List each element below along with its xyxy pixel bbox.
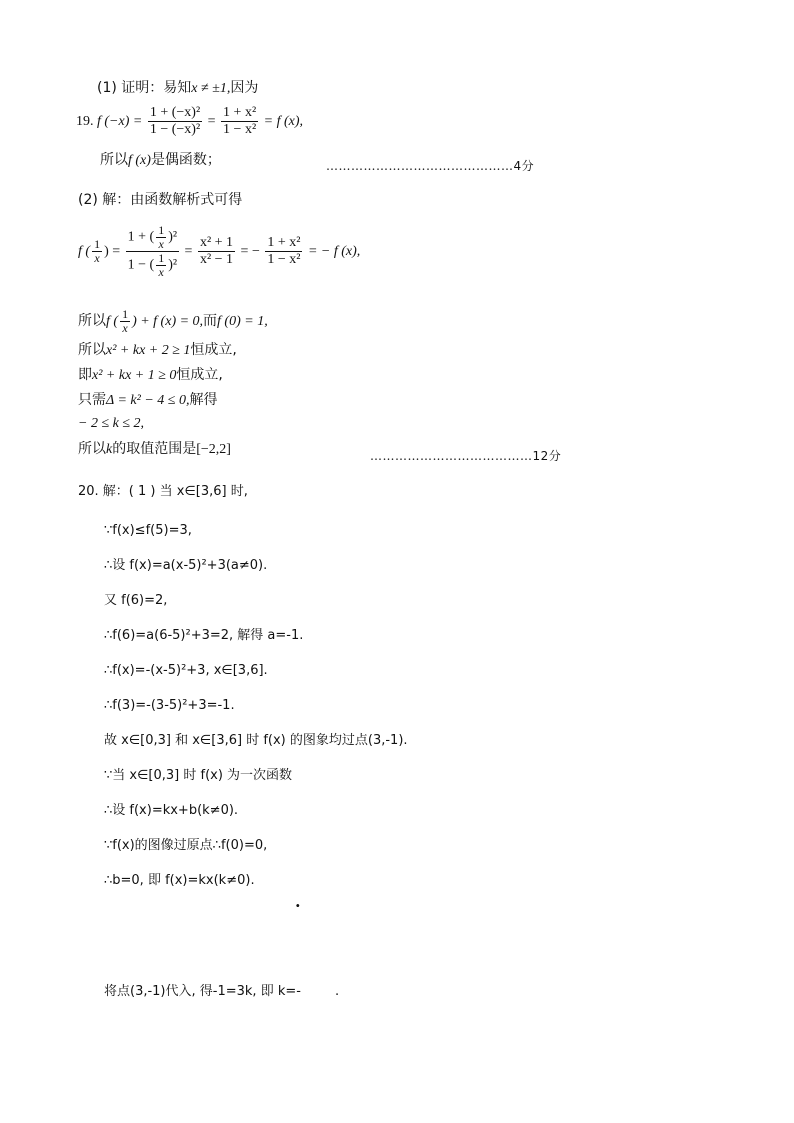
p19-part1-because: 因为 xyxy=(230,80,259,96)
p20-line4: 又 f(6)=2, xyxy=(104,593,168,608)
p19-line4: 所以x² + kx + 2 ≥ 1恒成立, xyxy=(78,342,237,358)
p20-line13-tail: . xyxy=(334,984,340,999)
p20-line3: ∴设 f(x)=a(x-5)²+3(a≠0). xyxy=(104,558,268,573)
p19-conclusion1: 所以f (x)是偶函数； xyxy=(100,152,221,168)
p19-score1-dots: ………………………………………4分 xyxy=(326,159,535,173)
p19-line8: 所以k的取值范围是[−2,2] xyxy=(78,441,231,457)
p19-part1-label: (1) 证明：易知 xyxy=(97,80,192,96)
p19-eq2-rhs: = − f (x), xyxy=(307,244,361,259)
p20-line13: 将点(3,-1)代入, 得-1=3k, 即 k=- . xyxy=(104,984,340,999)
p20-line5: ∴f(6)=a(6-5)²+3=2, 解得 a=-1. xyxy=(104,628,304,643)
p20-line2: ∵f(x)≤f(5)=3, xyxy=(104,523,192,538)
p19-line3: 所以f ( $\frac{1}{x}$ ) + f (x) = 0,而f (0) = 1, xyxy=(78,306,268,335)
p19-line6: 只需Δ = k² − 4 ≤ 0,解得 xyxy=(78,392,218,408)
p20-line1: 20. 解：( 1 ) 当 x∈[3,6] 时, xyxy=(78,484,248,499)
p19-part1-line xyxy=(97,79,258,98)
p19-eq2-lhs-frac: $\frac{1}{x}$ xyxy=(94,237,101,266)
p19-eq1: 19. f (−x) = $\frac{\text{1 + (−x)²}}{\text{1 − (−x)²}}$ = $\frac{\text{1 + x²}}{\text{1 − x²}}$ = f (x), xyxy=(76,105,304,138)
p19-eq1-rhs: = f (x), xyxy=(263,114,304,129)
p19-number: 19. xyxy=(76,114,94,129)
p20-line8: 故 x∈[0,3] 和 x∈[3,6] 时 f(x) 的图象均过点(3,-1). xyxy=(104,733,408,748)
p20-line11: ∵f(x)的图像过原点∴f(0)=0, xyxy=(104,838,268,853)
p19-line5: 即x² + kx + 1 ≥ 0恒成立, xyxy=(78,367,223,383)
p20-line10: ∴设 f(x)=kx+b(k≠0). xyxy=(104,803,239,818)
p19-eq2: f ( $\frac{1}{x}$ ) = 1 + ( $\frac{1}{x}$ )² 1 − ( $\frac{1}{x}$ )² = $\frac{\text{x² + 1}}{\text{x² − 1}}$ = − $\frac{\text{1 + x²}}{\text{1 − x²}}$ = − f (x), xyxy=(78,223,361,280)
p20-stray-dot: · xyxy=(295,896,301,915)
p19-line7: − 2 ≤ k ≤ 2, xyxy=(78,416,145,431)
p19-eq2-frac2: $\frac{\text{x² + 1}}{\text{x² − 1}}$ xyxy=(199,235,234,268)
p20-line7: ∴f(3)=-(3-5)²+3=-1. xyxy=(104,698,235,713)
p19-eq1-lhs: f (−x) = xyxy=(97,114,143,129)
p19-eq1-frac2: $\frac{\text{1 + x²}}{\text{1 − x²}}$ xyxy=(223,105,257,138)
p20-line9: ∵当 x∈[0,3] 时 f(x) 为一次函数 xyxy=(104,768,293,783)
p19-eq1-frac1: $\frac{\text{1 + (−x)²}}{\text{1 − (−x)²}}$ xyxy=(149,105,201,138)
p19-eq2-frac3: $\frac{\text{1 + x²}}{\text{1 − x²}}$ xyxy=(267,235,301,268)
p19-part2-label: (2) 解：由函数解析式可得 xyxy=(78,192,243,208)
p19-score2: 12分 xyxy=(532,449,562,463)
p19-score1: 4分 xyxy=(513,159,535,173)
p19-eq2-big-frac: 1 + ( $\frac{1}{x}$ )² 1 − ( $\frac{1}{x}$ )² xyxy=(127,223,178,280)
p20-line12: ∴b=0, 即 f(x)=kx(k≠0). xyxy=(104,873,255,888)
p19-part1-cond: x ≠ ±1, xyxy=(191,81,231,96)
p19-score2-dots: …………………………………12分 xyxy=(370,449,562,463)
p20-line6: ∴f(x)=-(x-5)²+3, x∈[3,6]. xyxy=(104,663,268,678)
